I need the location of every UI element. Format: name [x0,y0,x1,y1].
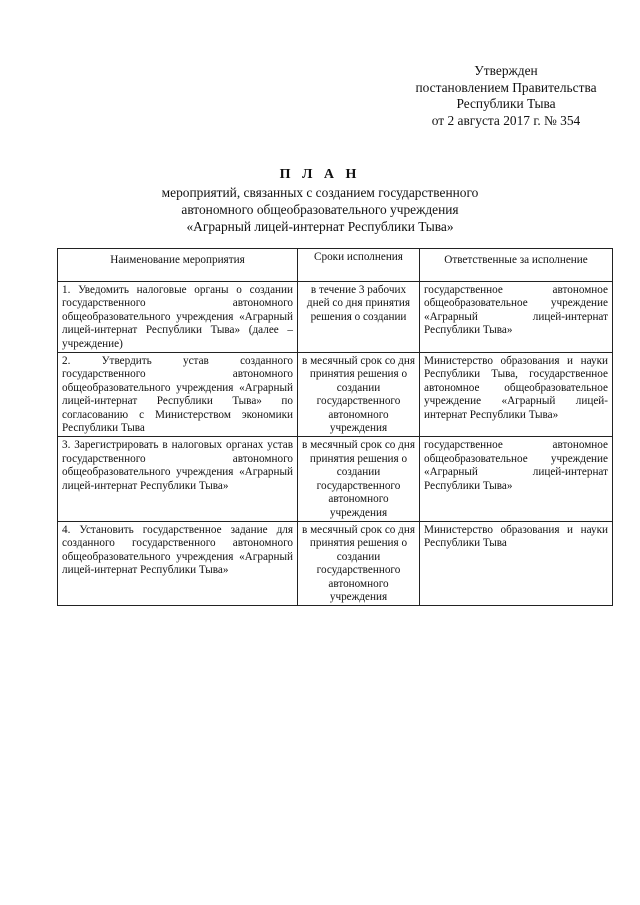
subtitle-line: мероприятий, связанных с созданием государственного [161,185,479,200]
activity-responsible: Министерство образования и науки Республики Тыва, государственное автономное общеобразовательное учреждение «Аграрный лицей-интернат Республики Тыва» [420,353,613,437]
table-row [58,282,613,353]
table-header-row [58,249,613,282]
table-row [58,521,613,605]
approval-line: Утвержден [474,63,538,78]
activity-responsible: государственное автономное общеобразовательное учреждение «Аграрный лицей-интернат Республики Тыва» [420,282,613,353]
header-term: Сроки исполнения [298,249,420,282]
approval-line: Республики Тыва [456,96,556,111]
approval-line: от 2 августа 2017 г. № 354 [431,112,581,128]
subtitle-line: автономного общеобразовательного учреждения [181,202,459,217]
activity-term: в месячный срок со дня принятия решения о создании государственного автономного учреждения [298,437,420,521]
activity-responsible: Министерство образования и науки Республики Тыва [420,521,613,605]
header-responsible: Ответственные за исполнение [420,249,613,282]
activity-name: 4. Установить государственное задание для созданного государственного автономного общеобразовательного учреждения «Аграрный лицей-интернат Республики Тыва» [58,521,298,605]
table-row [58,437,613,521]
activity-name: 1. Уведомить налоговые органы о создании государственного автономного общеобразовательного учреждения «Аграрный лицей-интернат Республики Тыва» (далее – учреждение) [58,282,298,353]
header-name: Наименование мероприятия [58,249,298,282]
document-title [100,166,540,235]
approval-stamp [400,63,612,129]
activity-responsible: государственное автономное общеобразовательное учреждение «Аграрный лицей-интернат Республики Тыва» [420,437,613,521]
activity-name: 2. Утвердить устав созданного государственного автономного общеобразовательного учреждения «Аграрный лицей-интернат Республики Тыва» по согласованию с Министерством экономики Республики Тыва [58,353,298,437]
subtitle-line: «Аграрный лицей-интернат Республики Тыва» [186,219,454,234]
activity-name: 3. Зарегистрировать в налоговых органах устав государственного автономного общеобразовательного учреждения «Аграрный лицей-интернат Республики Тыва» [58,437,298,521]
activity-term: в месячный срок со дня принятия решения о создании государственного автономного учреждения [298,353,420,437]
approval-line: постановлением Правительства [415,79,597,95]
plan-heading: П Л А Н [279,167,361,182]
plan-subtitle [100,184,540,235]
activity-term: в течение 3 рабочих дней со дня принятия решения о создании [298,282,420,353]
plan-table [57,248,613,606]
table-row [58,353,613,437]
activity-term: в месячный срок со дня принятия решения о создании государственного автономного учреждения [298,521,420,605]
